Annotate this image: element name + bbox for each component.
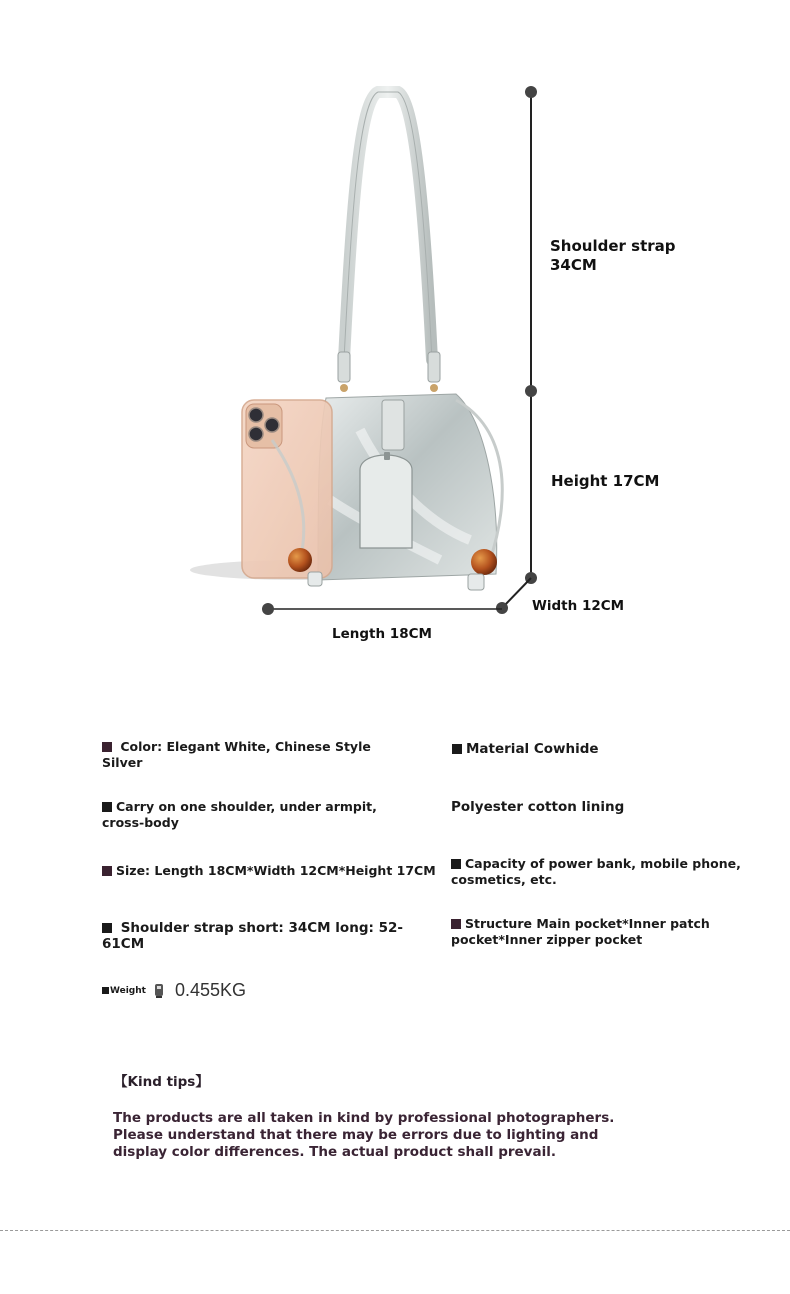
shoulder-strap-value: 34CM [550,256,597,274]
spec-carry [102,799,382,831]
bag-tab [382,400,404,450]
bullet-icon [451,919,461,929]
spec-capacity [451,856,741,888]
weight-label: Weight [110,986,146,996]
bullet-icon [102,923,112,933]
spec-size-text: Size: Length 18CM*Width 12CM*Height 17CM [116,863,436,878]
spec-capacity-text: Capacity of power bank, mobile phone, cosmetics, etc. [451,856,741,887]
spec-carry-text: Carry on one shoulder, under armpit, cross-body [102,799,377,830]
tips-body: The products are all taken in kind by professional photographers. Please understand that there may be errors due to lighting and display color differences. The actual product shall prevail. [113,1110,615,1160]
spec-material-text: Material Cowhide [466,741,599,757]
bead-right [471,549,497,575]
spec-color-text: Color: Elegant White, Chinese Style Silver [102,739,371,770]
spec-strap-text: Shoulder strap short: 34CM long: 52-61CM [102,920,403,952]
bag-tag [360,455,412,548]
width-line [502,578,531,608]
spec-size [102,863,442,879]
shoulder-strap-label [550,237,676,275]
bullet-icon [102,742,112,752]
bead-left [288,548,312,572]
bag-strap [344,92,432,360]
bullet-icon [452,744,462,754]
tips-title: 【Kind tips】 [114,1074,209,1090]
length-label: Length 18CM [332,626,432,642]
bullet-icon [102,987,109,994]
height-label: Height 17CM [551,472,660,490]
spec-structure-text: Structure Main pocket*Inner patch pocket*Inner zipper pocket [451,916,710,947]
spec-color [102,739,372,771]
divider [0,1230,790,1231]
spec-lining: Polyester cotton lining [451,799,625,815]
spec-weight [102,980,166,1002]
scale-icon [152,982,166,1002]
shoulder-strap-text: Shoulder strap [550,237,676,255]
width-label: Width 12CM [532,598,625,614]
bullet-icon [102,866,112,876]
spec-strap [102,920,442,952]
weight-value: 0.455KG [175,980,247,1000]
spec-structure [451,916,721,948]
bullet-icon [451,859,461,869]
spec-material [452,741,752,757]
bullet-icon [102,802,112,812]
